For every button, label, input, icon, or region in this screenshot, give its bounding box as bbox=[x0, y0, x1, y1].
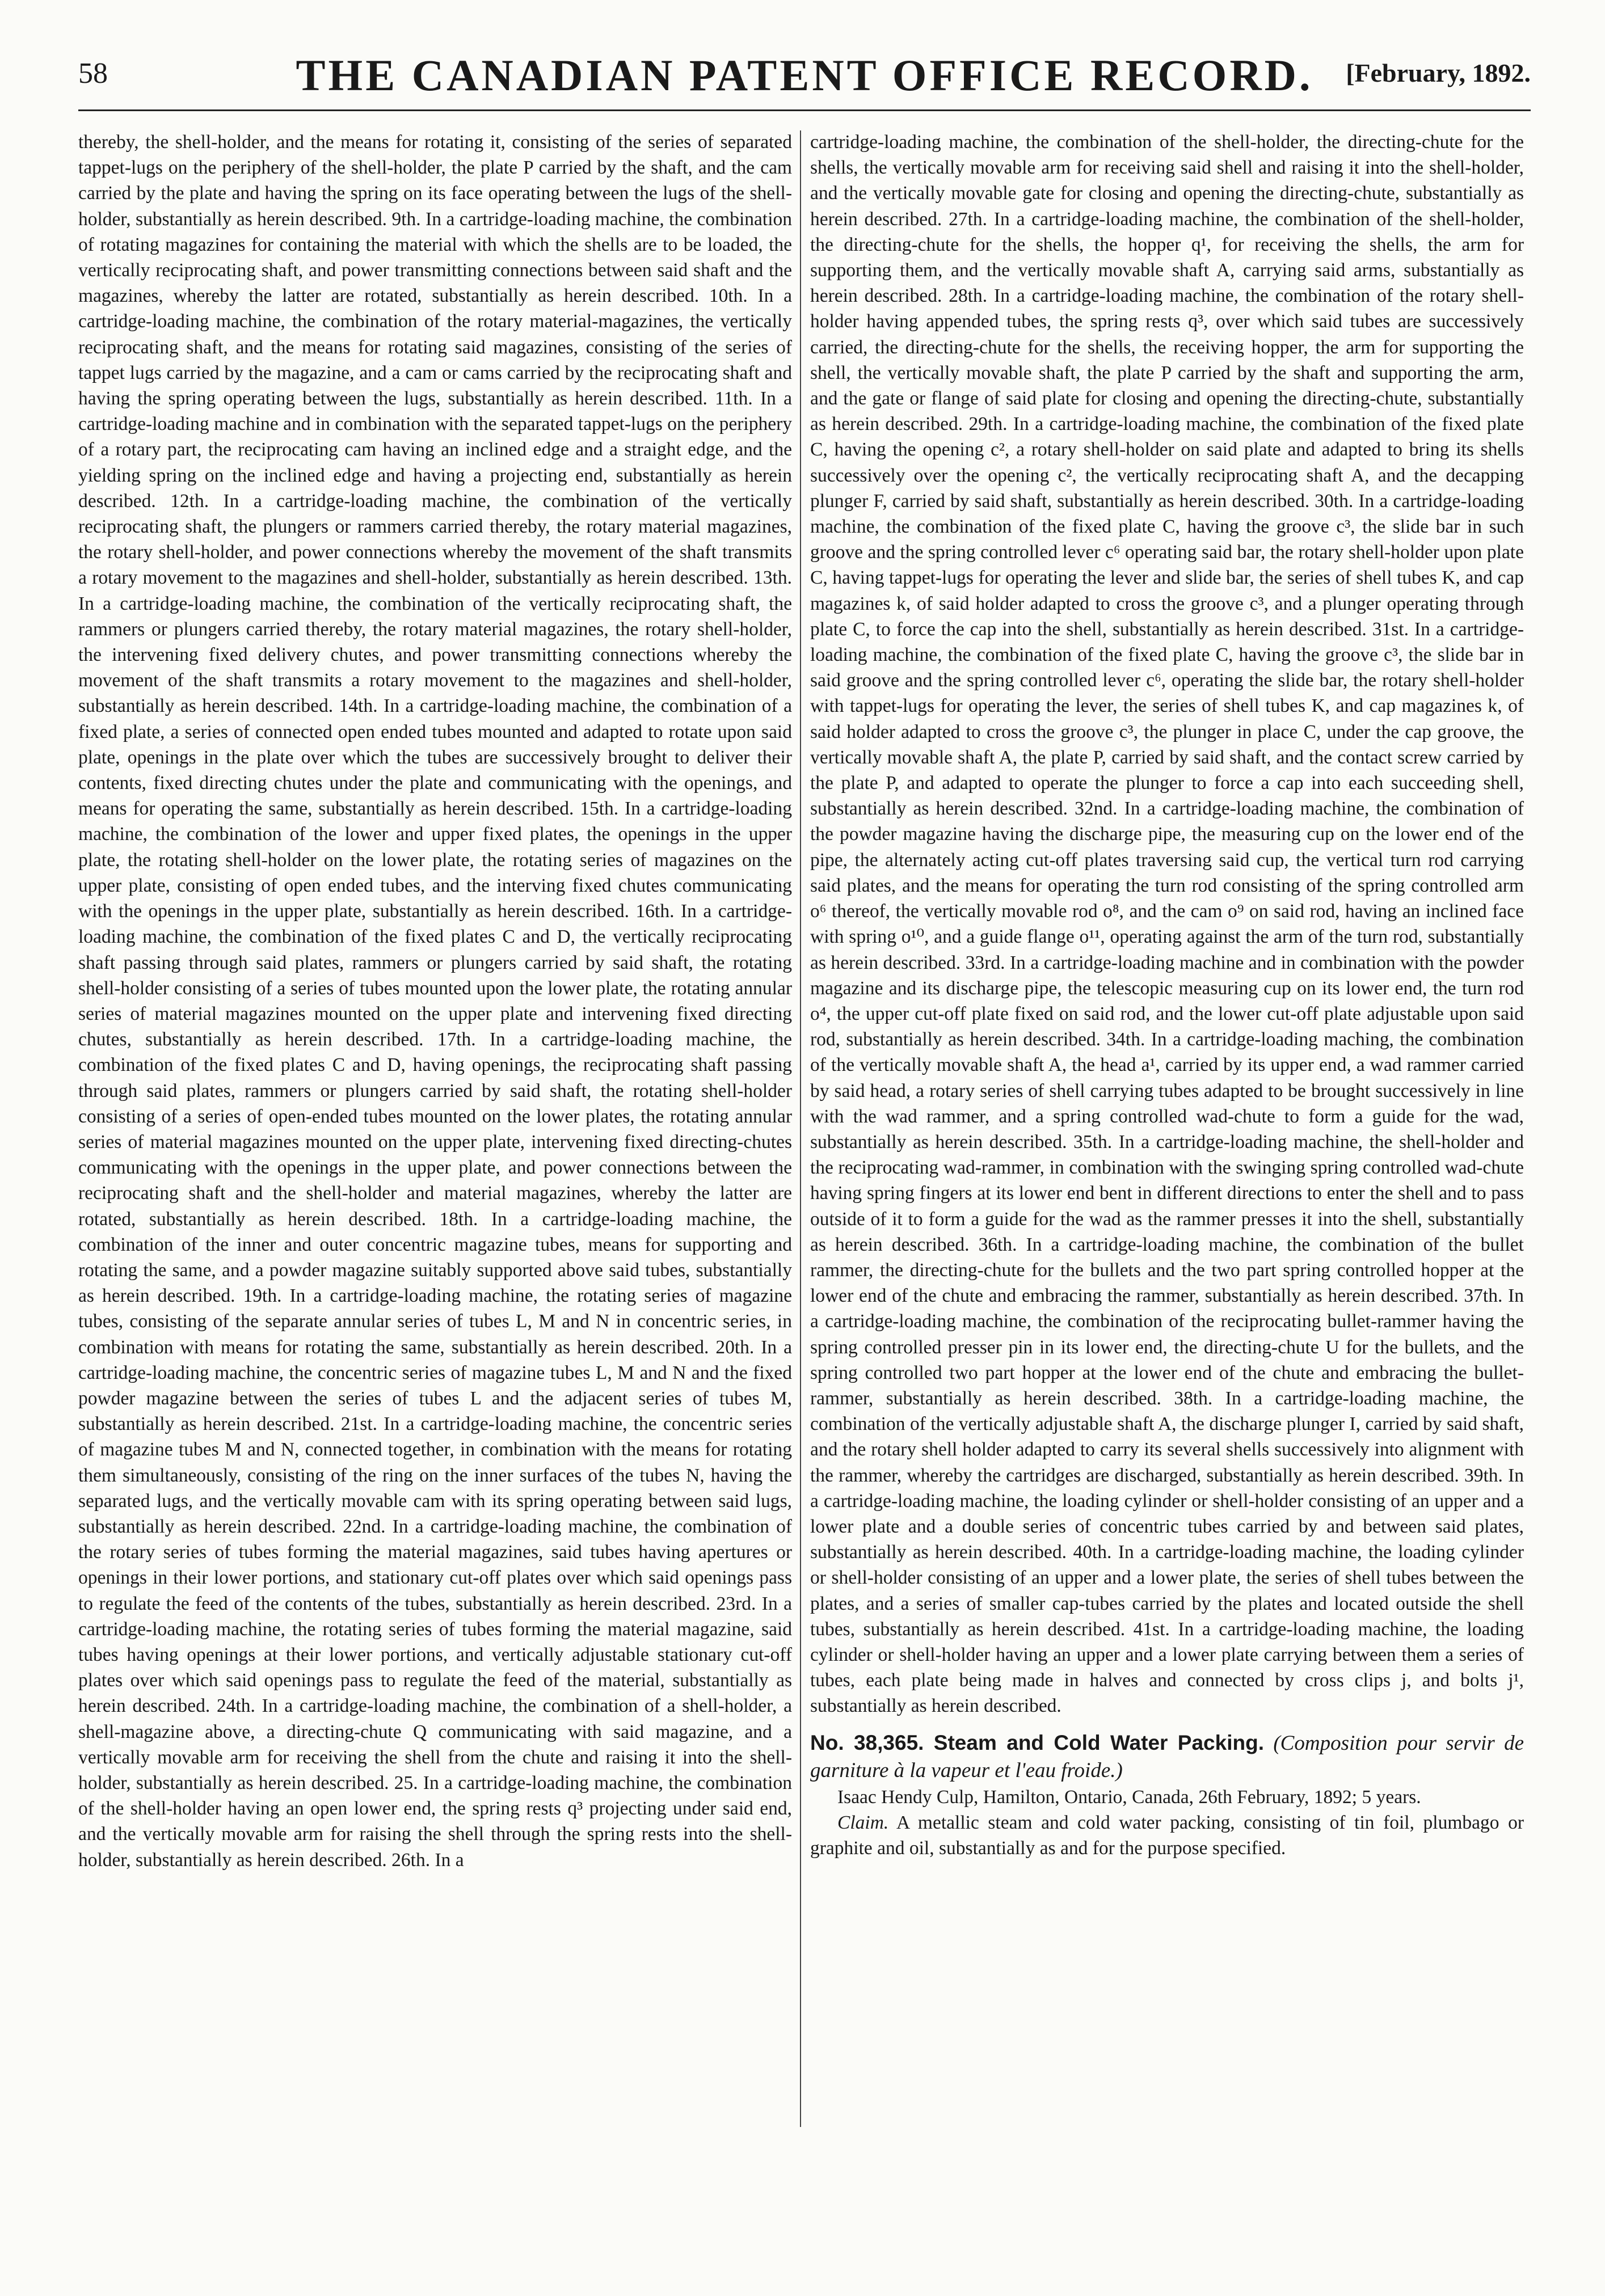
header-rule bbox=[78, 109, 1531, 111]
right-column bbox=[810, 129, 1524, 1861]
claim-label: Claim. bbox=[837, 1812, 889, 1833]
page-number: 58 bbox=[78, 57, 108, 90]
journal-title: THE CANADIAN PATENT OFFICE RECORD. bbox=[296, 50, 1313, 100]
patent-entry-title bbox=[810, 1729, 1524, 1784]
claim-text: A metallic steam and cold water packing, consisting of tin foil, plumbago or graphite and oil, substantially as and for the purpose specified. bbox=[810, 1812, 1524, 1859]
patent-entry-38365 bbox=[810, 1729, 1524, 1862]
left-column bbox=[78, 129, 792, 1873]
issue-date: [February, 1892. bbox=[1346, 58, 1531, 87]
patent-french-title: (Composition pour servir de garniture à la vapeur et l'eau froide.) bbox=[810, 1731, 1524, 1782]
page-header bbox=[78, 50, 1531, 112]
patent-number-title: No. 38,365. Steam and Cold Water Packing. bbox=[810, 1731, 1264, 1754]
patent-claim bbox=[810, 1810, 1524, 1861]
column-divider bbox=[800, 130, 801, 2127]
right-column-text: cartridge-loading machine, the combination of the shell-holder, the directing-chute for the shells, the vertically movable arm for receiving said shell and raising it into the shell-holder, and the vertically movable gate for closing and opening the directing-chute, substantially as herein described. 27th. In a cartridge-loading machine, the combination of the shell-holder, the directing-chute for the shells, the hopper q¹, for receiving the shells, the arm for supporting them, and the vertically movable shaft A, carrying said arms, substantially as herein described. 28th. In a cartridge-loading machine, the combination of the rotary shell-holder having appended tubes, the spring rests q³, over which said tubes are successively carried, the directing-chute for the shells, the receiving hopper, the arm for supporting the shell, the vertically movable shaft, the plate P carried by the shaft and supporting the arm, and the gate or flange of said plate for closing and opening the directing-chute, substantially as herein described. 29th. In a cartridge-loading machine, the combination of the fixed plate C, having the opening c², a rotary shell-holder on said plate and adapted to bring its shells successively over the opening c², the vertically reciprocating shaft A, and the decapping plunger F, carried by said shaft, substantially as herein described. 30th. In a cartridge-loading machine, the combination of the fixed plate C, having the groove c³, the slide bar in such groove and the spring controlled lever c⁶ operating said bar, the rotary shell-holder upon plate C, having tappet-lugs for operating the lever and slide bar, the series of shell tubes K, and cap magazines k, of said holder adapted to cross the groove c³, and a plunger operating through plate C, to force the cap into the shell, substantially as herein described. 31st. In a cartridge-loading machine, the combination of the fixed plate C, having the groove c³, the slide bar in said groove and the spring controlled lever c⁶, operating the slide bar, the rotary shell-holder with tappet-lugs for operating the lever, the series of shell tubes K, and cap magazines k, of said holder adapted to cross the groove c³, the plunger in place C, under the cap groove, the vertically movable shaft A, the plate P, carried by said shaft, and the contact screw carried by the plate P, and adapted to operate the plunger to force a cap into each succeeding shell, substantially as herein described. 32nd. In a cartridge-loading machine, the combination of the powder magazine having the discharge pipe, the measuring cup on the lower end of the pipe, the alternately acting cut-off plates traversing said cup, the vertical turn rod carrying said plates, and the means for operating the turn rod consisting of the spring controlled arm o⁶ thereof, the vertically movable rod o⁸, and the cam o⁹ on said rod, having an inclined face with spring o¹⁰, and a guide flange o¹¹, operating against the arm of the turn rod, substantially as herein described. 33rd. In a cartridge-loading machine and in combination with the powder magazine and its discharge pipe, the telescopic measuring cup on its lower end, the turn rod o⁴, the upper cut-off plate fixed on said rod, and the lower cut-off plate adjustable upon said rod, substantially as herein described. 34th. In a cartridge-loading maching, the combination of the vertically movable shaft A, the head a¹, carried by its upper end, a wad rammer carried by said head, a rotary series of shell carrying tubes adapted to be brought successively in line with the wad rammer, and a spring controlled wad-chute to form a guide for the wad, substantially as herein described. 35th. In a cartridge-loading machine, the shell-holder and the reciprocating wad-rammer, in combination with the swinging spring controlled wad-chute having spring fingers at its lower end bent in different directions to enter the shell and to pass outside of it to form a guide for the wad as the rammer presses it into the shell, substantially as herein described. 36th. In a cartridge-loading machine, the combination of the bullet rammer, the directing-chute for the bullets and the two part spring controlled hopper at the lower end of the chute and embracing the rammer, substantially as herein described. 37th. In a cartridge-loading machine, the combination of the reciprocating bullet-rammer having the spring controlled presser pin in its lower end, the directing-chute U for the bullets, and the spring controlled two part hopper at the lower end of the chute and embracing the bullet-rammer, substantially as herein described. 38th. In a cartridge-loading machine, the combination of the vertically adjustable shaft A, the discharge plunger I, carried by said shaft, and the rotary shell holder adapted to carry its several shells successively into alignment with the rammer, whereby the cartridges are discharged, substantially as herein described. 39th. In a cartridge-loading machine, the loading cylinder or shell-holder consisting of an upper and a lower plate and a double series of concentric tubes carried by and between said plates, substantially as herein described. 40th. In a cartridge-loading machine, the loading cylinder or shell-holder consisting of an upper and a lower plate, the series of shell tubes between the plates, and a series of smaller cap-tubes carried by the plates and located outside the shell tubes, substantially as herein described. 41st. In a cartridge-loading machine, the loading cylinder or shell-holder having an upper and a lower plate carrying between them a series of tubes, each plate being made in halves and connected by cross clips j, and bolts j¹, substantially as herein described. bbox=[810, 132, 1524, 1717]
patent-inventor: Isaac Hendy Culp, Hamilton, Ontario, Canada, 26th February, 1892; 5 years. bbox=[837, 1786, 1421, 1808]
left-column-text: thereby, the shell-holder, and the means for rotating it, consisting of the series of separated tappet-lugs on the periphery of the shell-holder, the plate P carried by the shaft, and the cam carried by the plate and having the spring on its face operating between the lugs of the shell-holder, substantially as herein described. 9th. In a cartridge-loading machine, the combination of rotating magazines for containing the material with which the shells are to be loaded, the vertically reciprocating shaft, and power transmitting connections between said shaft and the magazines, whereby the latter are rotated, substantially as herein described. 10th. In a cartridge-loading machine, the combination of the rotary material-magazines, the vertically reciprocating shaft, and the means for rotating said magazines, consisting of the series of tappet lugs carried by the magazine, and a cam or cams carried by the reciprocating shaft and having the spring operating between the lugs, substantially as herein described. 11th. In a cartridge-loading machine and in combination with the separated tappet-lugs on the periphery of a rotary part, the reciprocating cam having an inclined edge and a straight edge, and the yielding spring on the inclined edge and having a projecting end, substantially as herein described. 12th. In a cartridge-loading machine, the combination of the vertically reciprocating shaft, the plungers or rammers carried thereby, the rotary material magazines, the rotary shell-holder, and power connections whereby the movement of the shaft transmits a rotary movement to the magazines and shell-holder, substantially as herein described. 13th. In a cartridge-loading machine, the combination of the vertically reciprocating shaft, the rammers or plungers carried thereby, the rotary material magazines, the rotary shell-holder, the intervening fixed delivery chutes, and power transmitting connections whereby the movement of the shaft transmits a rotary movement to the magazines and shell-holder, substantially as herein described. 14th. In a cartridge-loading machine, the combination of a fixed plate, a series of connected open ended tubes mounted and adapted to rotate upon said plate, openings in the plate over which the tubes are successively brought to deliver their contents, fixed directing chutes under the plate and communicating with the openings, and means for operating the same, substantially as herein described. 15th. In a cartridge-loading machine, the combination of the lower and upper fixed plates, the openings in the upper plate, the rotating shell-holder on the lower plate, the rotating series of magazines on the upper plate, consisting of open ended tubes, and the interving fixed chutes communicating with the openings in the upper plate, substantially as herein described. 16th. In a cartridge-loading machine, the combination of the fixed plates C and D, the vertically reciprocating shaft passing through said plates, rammers or plungers carried by said shaft, the rotating shell-holder consisting of a series of tubes mounted upon the lower plate, the rotating annular series of material magazines mounted on the upper plate and intervening fixed directing chutes, substantially as herein described. 17th. In a cartridge-loading machine, the combination of the fixed plates C and D, having openings, the reciprocating shaft passing through said plates, rammers or plungers carried by said shaft, the rotating shell-holder consisting of a series of open-ended tubes mounted on the lower plates, the rotating annular series of material magazines mounted on the upper plate, intervening fixed directing-chutes communicating with the openings in the upper plate, and power connections between the reciprocating shaft and the shell-holder and material magazines, whereby the latter are rotated, substantially as herein described. 18th. In a cartridge-loading machine, the combination of the inner and outer concentric magazine tubes, means for supporting and rotating the same, and a powder magazine suitably supported above said tubes, substantially as herein described. 19th. In a cartridge-loading machine, the rotating series of magazine tubes, consisting of the separate annular series of tubes L, M and N in concentric series, in combination with means for rotating the same, substantially as herein described. 20th. In a cartridge-loading machine, the concentric series of magazine tubes L, M and N and the fixed powder magazine between the series of tubes L and the adjacent series of tubes M, substantially as herein described. 21st. In a cartridge-loading machine, the concentric series of magazine tubes M and N, connected together, in combination with the means for rotating them simultaneously, consisting of the ring on the inner surfaces of the tubes N, having the separated lugs, and the vertically movable cam with its spring operating between said lugs, substantially as herein described. 22nd. In a cartridge-loading machine, the combination of the rotary series of tubes forming the material magazines, said tubes having apertures or openings in their lower portions, and stationary cut-off plates over which said openings pass to regulate the feed of the contents of the tubes, substantially as herein described. 23rd. In a cartridge-loading machine, the rotating series of tubes forming the material magazine, said tubes having openings at their lower portions, and vertically adjustable stationary cut-off plates over which said openings pass to regulate the feed of the material, substantially as herein described. 24th. In a cartridge-loading machine, the combination of a shell-holder, a shell-magazine above, a directing-chute Q communicating with said magazine, and a vertically movable arm for receiving the shell from the chute and raising it into the shell-holder, substantially as herein described. 25. In a cartridge-loading machine, the combination of the shell-holder having an open lower end, the spring rests q³ projecting under said end, and the vertically movable arm for raising the shell through the spring rests into the shell-holder, substantially as herein described. 26th. In a bbox=[78, 132, 792, 1871]
